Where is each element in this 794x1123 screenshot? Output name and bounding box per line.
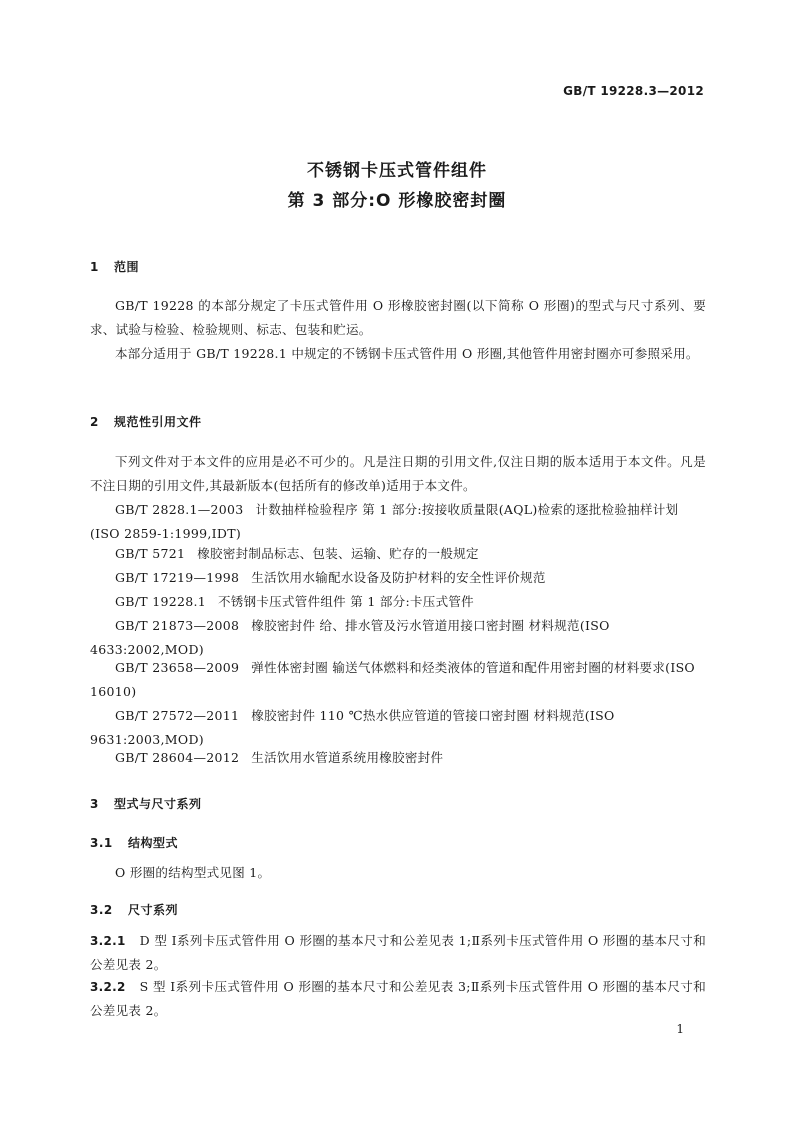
page-number: 1 bbox=[676, 1022, 684, 1036]
section-2-intro: 下列文件对于本文件的应用是必不可少的。凡是注日期的引用文件,仅注日期的版本适用于本文件。凡是不注日期的引用文件,其最新版本(包括所有的修改单)适用于本文件。 bbox=[90, 454, 706, 493]
section-number: 3 bbox=[90, 797, 99, 811]
clause-3-2-1 bbox=[90, 929, 706, 977]
reference-item bbox=[90, 656, 706, 704]
clause-text: S 型 Ⅰ系列卡压式管件用 O 形圈的基本尺寸和公差见表 3;Ⅱ系列卡压式管件用 O 形圈的基本尺寸和公差见表 2。 bbox=[90, 979, 706, 1018]
reference-code: GB/T 17219—1998 bbox=[115, 570, 240, 585]
reference-title: 橡胶密封件 给、排水管及污水管道用接口密封圈 材料规范(ISO 4633:2002,MOD) bbox=[90, 618, 610, 657]
clause-number: 3.2.2 bbox=[90, 980, 126, 994]
section-title: 结构型式 bbox=[128, 836, 179, 850]
reference-title: 计数抽样检验程序 第 1 部分:按接收质量限(AQL)检索的逐批检验抽样计划(ISO 2859-1:1999,IDT) bbox=[90, 502, 679, 541]
section-2-heading bbox=[90, 413, 202, 430]
reference-title: 生活饮用水输配水设备及防护材料的安全性评价规范 bbox=[251, 570, 546, 585]
reference-title: 橡胶密封件 110 ℃热水供应管道的管接口密封圈 材料规范(ISO 9631:2003,MOD) bbox=[90, 708, 615, 747]
reference-code: GB/T 2828.1—2003 bbox=[115, 502, 244, 517]
reference-item bbox=[90, 614, 706, 662]
reference-code: GB/T 27572—2011 bbox=[115, 708, 240, 723]
reference-title: 弹性体密封圈 输送气体燃料和烃类液体的管道和配件用密封圈的材料要求(ISO 16010) bbox=[90, 660, 695, 699]
reference-title: 生活饮用水管道系统用橡胶密封件 bbox=[251, 750, 444, 765]
standard-number: GB/T 19228.3—2012 bbox=[563, 84, 704, 98]
reference-item bbox=[90, 590, 706, 614]
section-3-heading bbox=[90, 795, 202, 812]
section-title: 规范性引用文件 bbox=[114, 415, 202, 429]
reference-item bbox=[90, 498, 706, 546]
reference-item bbox=[90, 542, 706, 566]
reference-item bbox=[90, 746, 706, 770]
section-3-1-text: O 形圈的结构型式见图 1。 bbox=[115, 865, 271, 880]
section-1-paragraph-1: GB/T 19228 的本部分规定了卡压式管件用 O 形橡胶密封圈(以下简称 O 形圈)的型式与尺寸系列、要求、试验与检验、检验规则、标志、包装和贮运。 bbox=[90, 298, 706, 337]
reference-code: GB/T 23658—2009 bbox=[115, 660, 240, 675]
clause-number: 3.2.1 bbox=[90, 934, 126, 948]
reference-code: GB/T 28604—2012 bbox=[115, 750, 240, 765]
reference-item bbox=[90, 704, 706, 752]
clause-3-2-2 bbox=[90, 975, 706, 1023]
section-number: 3.2 bbox=[90, 903, 113, 917]
clause-text: D 型 Ⅰ系列卡压式管件用 O 形圈的基本尺寸和公差见表 1;Ⅱ系列卡压式管件用 O 形圈的基本尺寸和公差见表 2。 bbox=[90, 933, 706, 972]
reference-title: 橡胶密封制品标志、包装、运输、贮存的一般规定 bbox=[197, 546, 479, 561]
reference-code: GB/T 5721 bbox=[115, 546, 186, 561]
reference-item bbox=[90, 566, 706, 590]
document-title: 不锈钢卡压式管件组件 bbox=[307, 161, 487, 181]
section-1-paragraph-2: 本部分适用于 GB/T 19228.1 中规定的不锈钢卡压式管件用 O 形圈,其他管件用密封圈亦可参照采用。 bbox=[115, 346, 699, 361]
reference-code: GB/T 19228.1 bbox=[115, 594, 206, 609]
document-subtitle: 第 3 部分:O 形橡胶密封圈 bbox=[287, 191, 507, 211]
section-3-1-heading bbox=[90, 834, 178, 851]
section-number: 3.1 bbox=[90, 836, 113, 850]
section-number: 2 bbox=[90, 415, 99, 429]
section-title: 范围 bbox=[114, 260, 140, 274]
section-number: 1 bbox=[90, 260, 99, 274]
section-1-heading bbox=[90, 258, 139, 275]
section-title: 尺寸系列 bbox=[128, 903, 179, 917]
section-3-2-heading bbox=[90, 901, 178, 918]
reference-title: 不锈钢卡压式管件组件 第 1 部分:卡压式管件 bbox=[217, 594, 474, 609]
reference-code: GB/T 21873—2008 bbox=[115, 618, 240, 633]
section-title: 型式与尺寸系列 bbox=[114, 797, 202, 811]
